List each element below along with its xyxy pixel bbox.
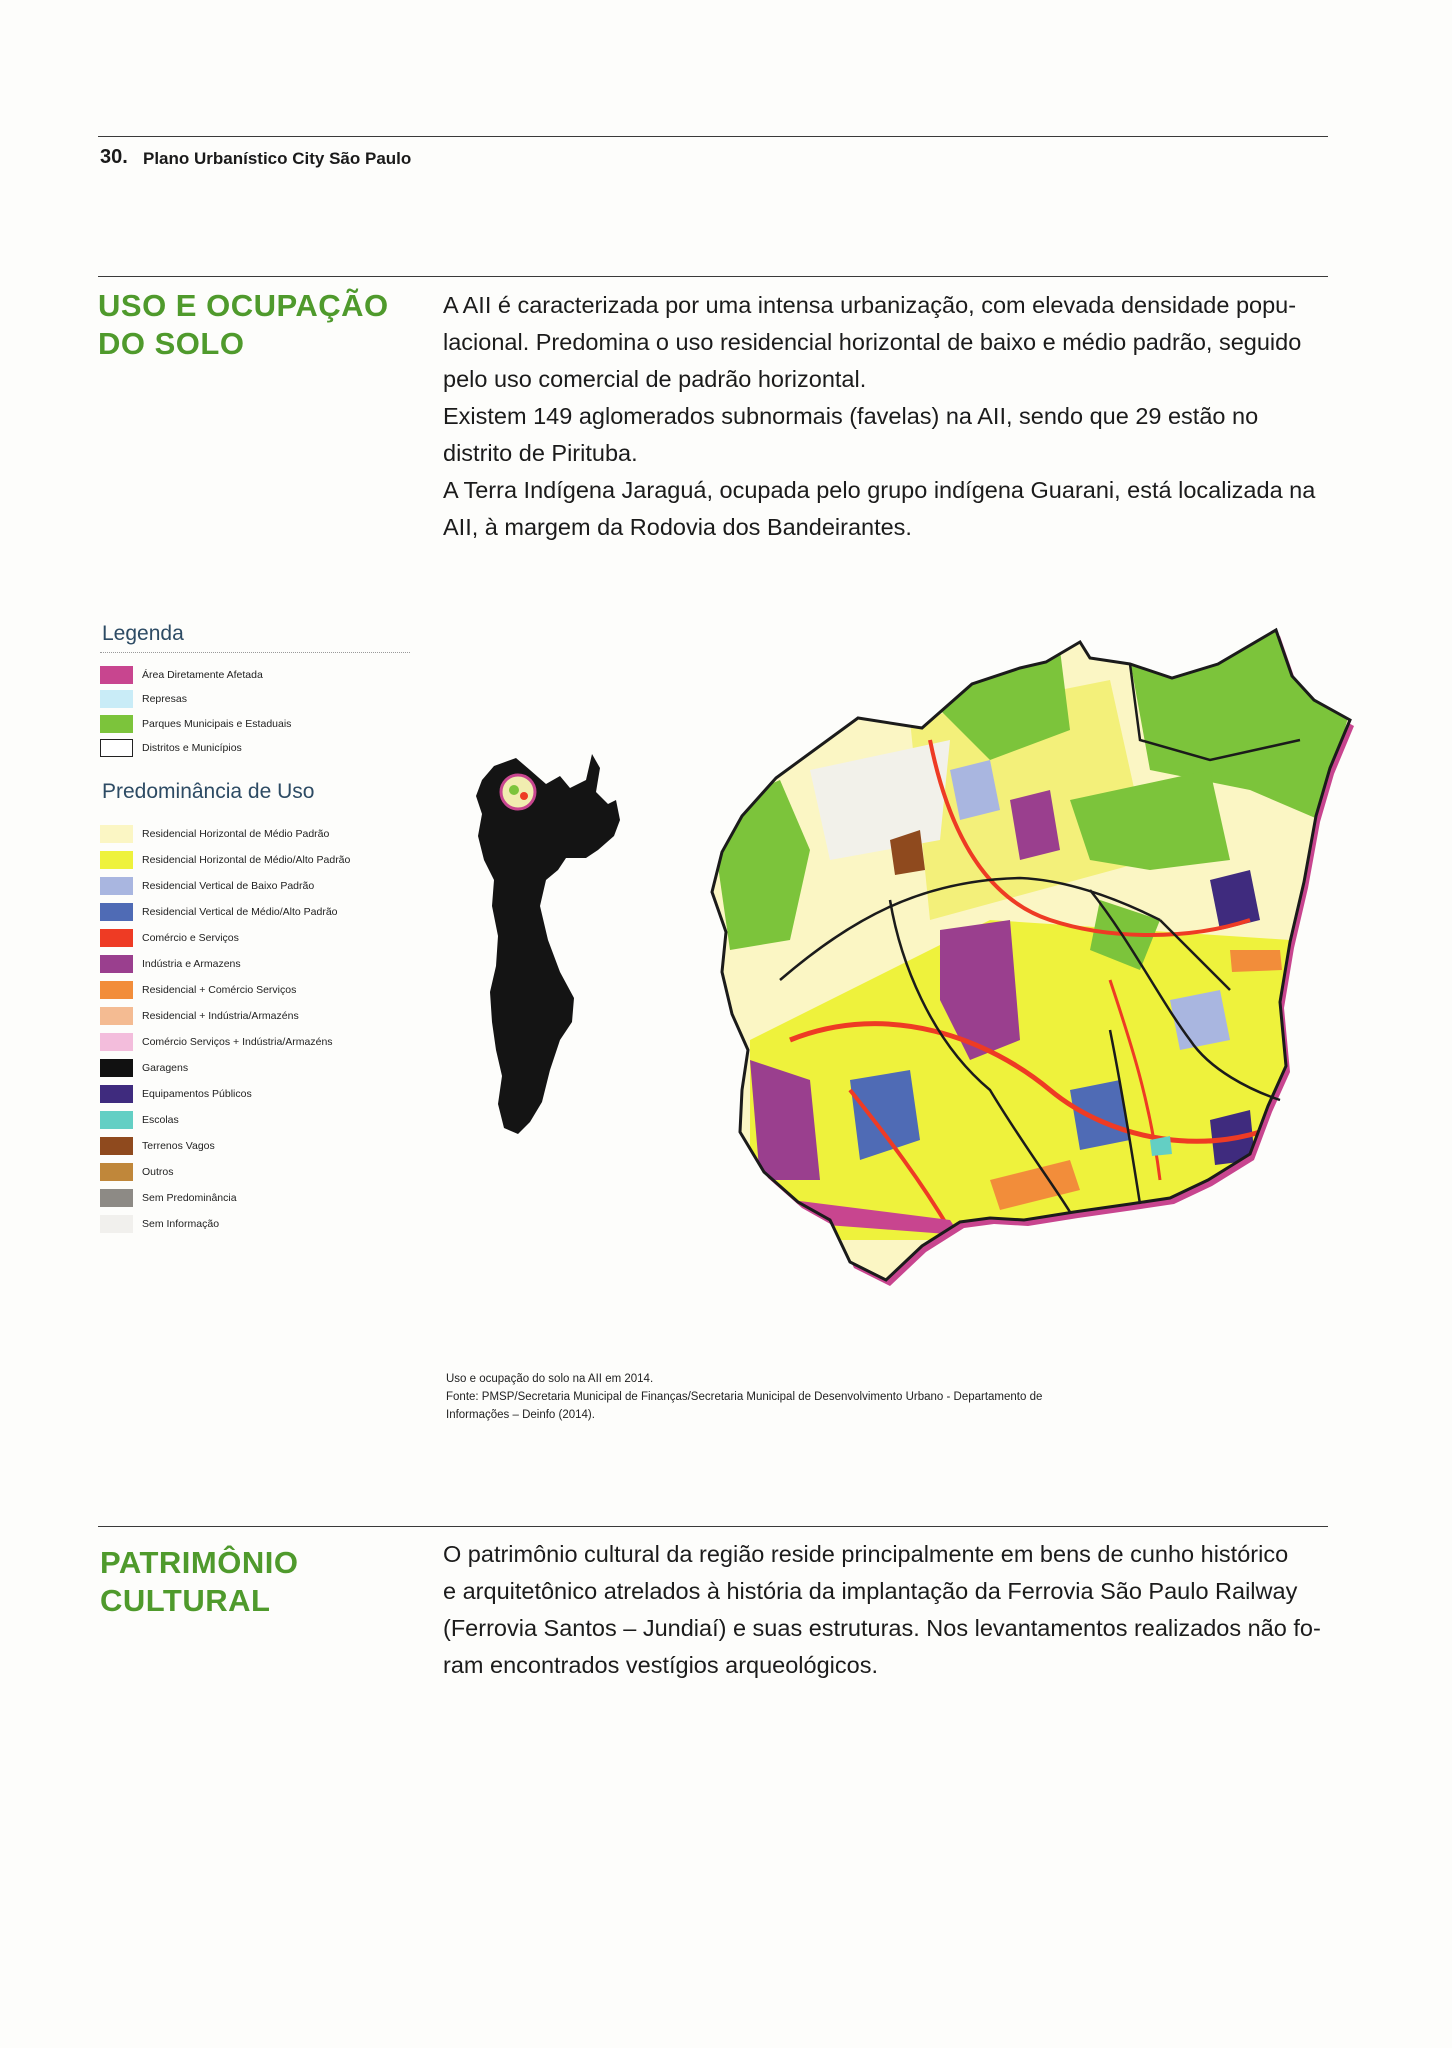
legend-item bbox=[100, 821, 350, 847]
legend-item bbox=[100, 899, 350, 925]
legend-swatch bbox=[100, 1111, 133, 1129]
legend-item bbox=[100, 1211, 350, 1237]
legend-swatch bbox=[100, 825, 133, 843]
section2-title-line: PATRIMÔNIO bbox=[100, 1545, 299, 1580]
study-area-marker-detail bbox=[509, 785, 519, 795]
legend-label: Sem Informação bbox=[142, 1218, 220, 1230]
legend-swatch bbox=[100, 1085, 133, 1103]
text-line: O patrimônio cultural da região reside principalmente em bens de cunho histórico bbox=[443, 1541, 1289, 1567]
legend-item bbox=[100, 687, 291, 711]
legend-item bbox=[100, 977, 350, 1003]
text-line: A AII é caracterizada por uma intensa urbanização, com elevada densidade popu- bbox=[443, 292, 1297, 318]
legend-divider bbox=[100, 652, 410, 653]
legend-swatch bbox=[100, 1163, 133, 1181]
legend-label: Área Diretamente Afetada bbox=[142, 669, 263, 682]
legend-swatch bbox=[100, 877, 133, 895]
legend-swatch bbox=[100, 929, 133, 947]
legend-label: Residencial Vertical de Baixo Padrão bbox=[142, 880, 315, 892]
inset-locator-map bbox=[468, 740, 668, 1160]
text-line: e arquitetônico atrelados à história da implantação da Ferrovia São Paulo Railway bbox=[443, 1578, 1298, 1604]
legend-swatch bbox=[100, 1215, 133, 1233]
legend-label: Distritos e Municípios bbox=[142, 742, 242, 755]
text-line: (Ferrovia Santos – Jundiaí) e suas estruturas. Nos levantamentos realizados não fo- bbox=[443, 1615, 1321, 1641]
legend-list bbox=[100, 663, 291, 760]
legend-item bbox=[100, 1133, 350, 1159]
text-line: pelo uso comercial de padrão horizontal. bbox=[443, 366, 867, 392]
legend-label: Represas bbox=[142, 693, 187, 706]
figure-caption bbox=[446, 1370, 1186, 1424]
section1-body bbox=[443, 287, 1333, 546]
legend-heading: Legenda bbox=[102, 622, 184, 645]
caption-line: Fonte: PMSP/Secretaria Municipal de Finanças/Secretaria Municipal de Desenvolvimento Urbano - Departamento de bbox=[446, 1391, 1043, 1403]
running-title: Plano Urbanístico City São Paulo bbox=[143, 149, 412, 168]
legend-label: Residencial + Comércio Serviços bbox=[142, 984, 297, 996]
legend-swatch bbox=[100, 981, 133, 999]
legend-swatch bbox=[100, 1007, 133, 1025]
section1-title bbox=[98, 287, 389, 363]
legend-label: Residencial Horizontal de Médio/Alto Padrão bbox=[142, 854, 351, 866]
mixed-use-strip bbox=[1230, 950, 1282, 972]
legend-item bbox=[100, 1107, 350, 1133]
paragraph bbox=[443, 472, 1333, 546]
legend-swatch bbox=[100, 1137, 133, 1155]
text-line: Existem 149 aglomerados subnormais (favelas) na AII, sendo que 29 estão no bbox=[443, 403, 1259, 429]
section2-body bbox=[443, 1536, 1333, 1684]
header-rule bbox=[98, 136, 1328, 137]
legend-item bbox=[100, 925, 350, 951]
text-line: distrito de Pirituba. bbox=[443, 440, 638, 466]
legend-swatch bbox=[100, 1033, 133, 1051]
legend-swatch bbox=[100, 715, 133, 733]
legend-label: Comércio e Serviços bbox=[142, 932, 239, 944]
land-use-map bbox=[690, 620, 1390, 1340]
legend-label: Residencial + Indústria/Armazéns bbox=[142, 1010, 299, 1022]
section1-title-line: USO E OCUPAÇÃO bbox=[98, 288, 389, 323]
text-line: A Terra Indígena Jaraguá, ocupada pelo grupo indígena Guarani, está localizada na bbox=[443, 477, 1316, 503]
section2-title-line: CULTURAL bbox=[100, 1583, 271, 1618]
paragraph bbox=[443, 398, 1333, 472]
paragraph bbox=[443, 287, 1333, 398]
text-line: lacional. Predomina o uso residencial horizontal de baixo e médio padrão, seguido bbox=[443, 329, 1302, 355]
legend-item bbox=[100, 1029, 350, 1055]
text-line: AII, à margem da Rodovia dos Bandeirantes. bbox=[443, 514, 912, 540]
legend-swatch bbox=[100, 1189, 133, 1207]
sao-paulo-city-silhouette bbox=[476, 754, 620, 1134]
legend-swatch bbox=[100, 851, 133, 869]
predominance-heading: Predominância de Uso bbox=[102, 780, 315, 803]
legend-swatch bbox=[100, 955, 133, 973]
legend-item bbox=[100, 873, 350, 899]
legend-item bbox=[100, 1159, 350, 1185]
predominance-list bbox=[100, 821, 350, 1237]
legend-swatch bbox=[100, 1059, 133, 1077]
legend-label: Residencial Horizontal de Médio Padrão bbox=[142, 828, 330, 840]
legend-label: Sem Predominância bbox=[142, 1192, 237, 1204]
section2-rule bbox=[98, 1526, 1328, 1527]
legend-item bbox=[100, 736, 291, 760]
legend-label: Parques Municipais e Estaduais bbox=[142, 717, 292, 730]
legend-label: Garagens bbox=[142, 1062, 189, 1074]
legend-swatch bbox=[100, 666, 133, 684]
legend-item bbox=[100, 1081, 350, 1107]
legend-item bbox=[100, 951, 350, 977]
legend-swatch bbox=[100, 690, 133, 708]
legend-label: Terrenos Vagos bbox=[142, 1140, 215, 1152]
legend-label: Residencial Vertical de Médio/Alto Padrão bbox=[142, 906, 338, 918]
legend-label: Outros bbox=[142, 1166, 174, 1178]
vertical-residential-area bbox=[1170, 990, 1230, 1050]
legend-label: Equipamentos Públicos bbox=[142, 1088, 252, 1100]
caption-line: Informações – Deinfo (2014). bbox=[446, 1409, 595, 1421]
page-number: 30. bbox=[100, 146, 128, 168]
caption-line: Uso e ocupação do solo na AII em 2014. bbox=[446, 1373, 654, 1385]
legend-label: Escolas bbox=[142, 1114, 179, 1126]
paragraph bbox=[443, 1536, 1333, 1684]
section1-rule bbox=[98, 276, 1328, 277]
legend-item bbox=[100, 712, 291, 736]
legend-label: Indústria e Armazens bbox=[142, 958, 241, 970]
legend-item bbox=[100, 663, 291, 687]
legend-item bbox=[100, 1003, 350, 1029]
legend-item bbox=[100, 847, 350, 873]
legend-item bbox=[100, 1185, 350, 1211]
section2-title bbox=[100, 1544, 298, 1620]
study-area-marker-detail bbox=[520, 792, 528, 800]
section1-title-line: DO SOLO bbox=[98, 326, 245, 361]
legend-item bbox=[100, 1055, 350, 1081]
legend-swatch bbox=[100, 739, 133, 757]
legend-swatch bbox=[100, 903, 133, 921]
text-line: ram encontrados vestígios arqueológicos. bbox=[443, 1652, 878, 1678]
legend-label: Comércio Serviços + Indústria/Armazéns bbox=[142, 1036, 333, 1048]
